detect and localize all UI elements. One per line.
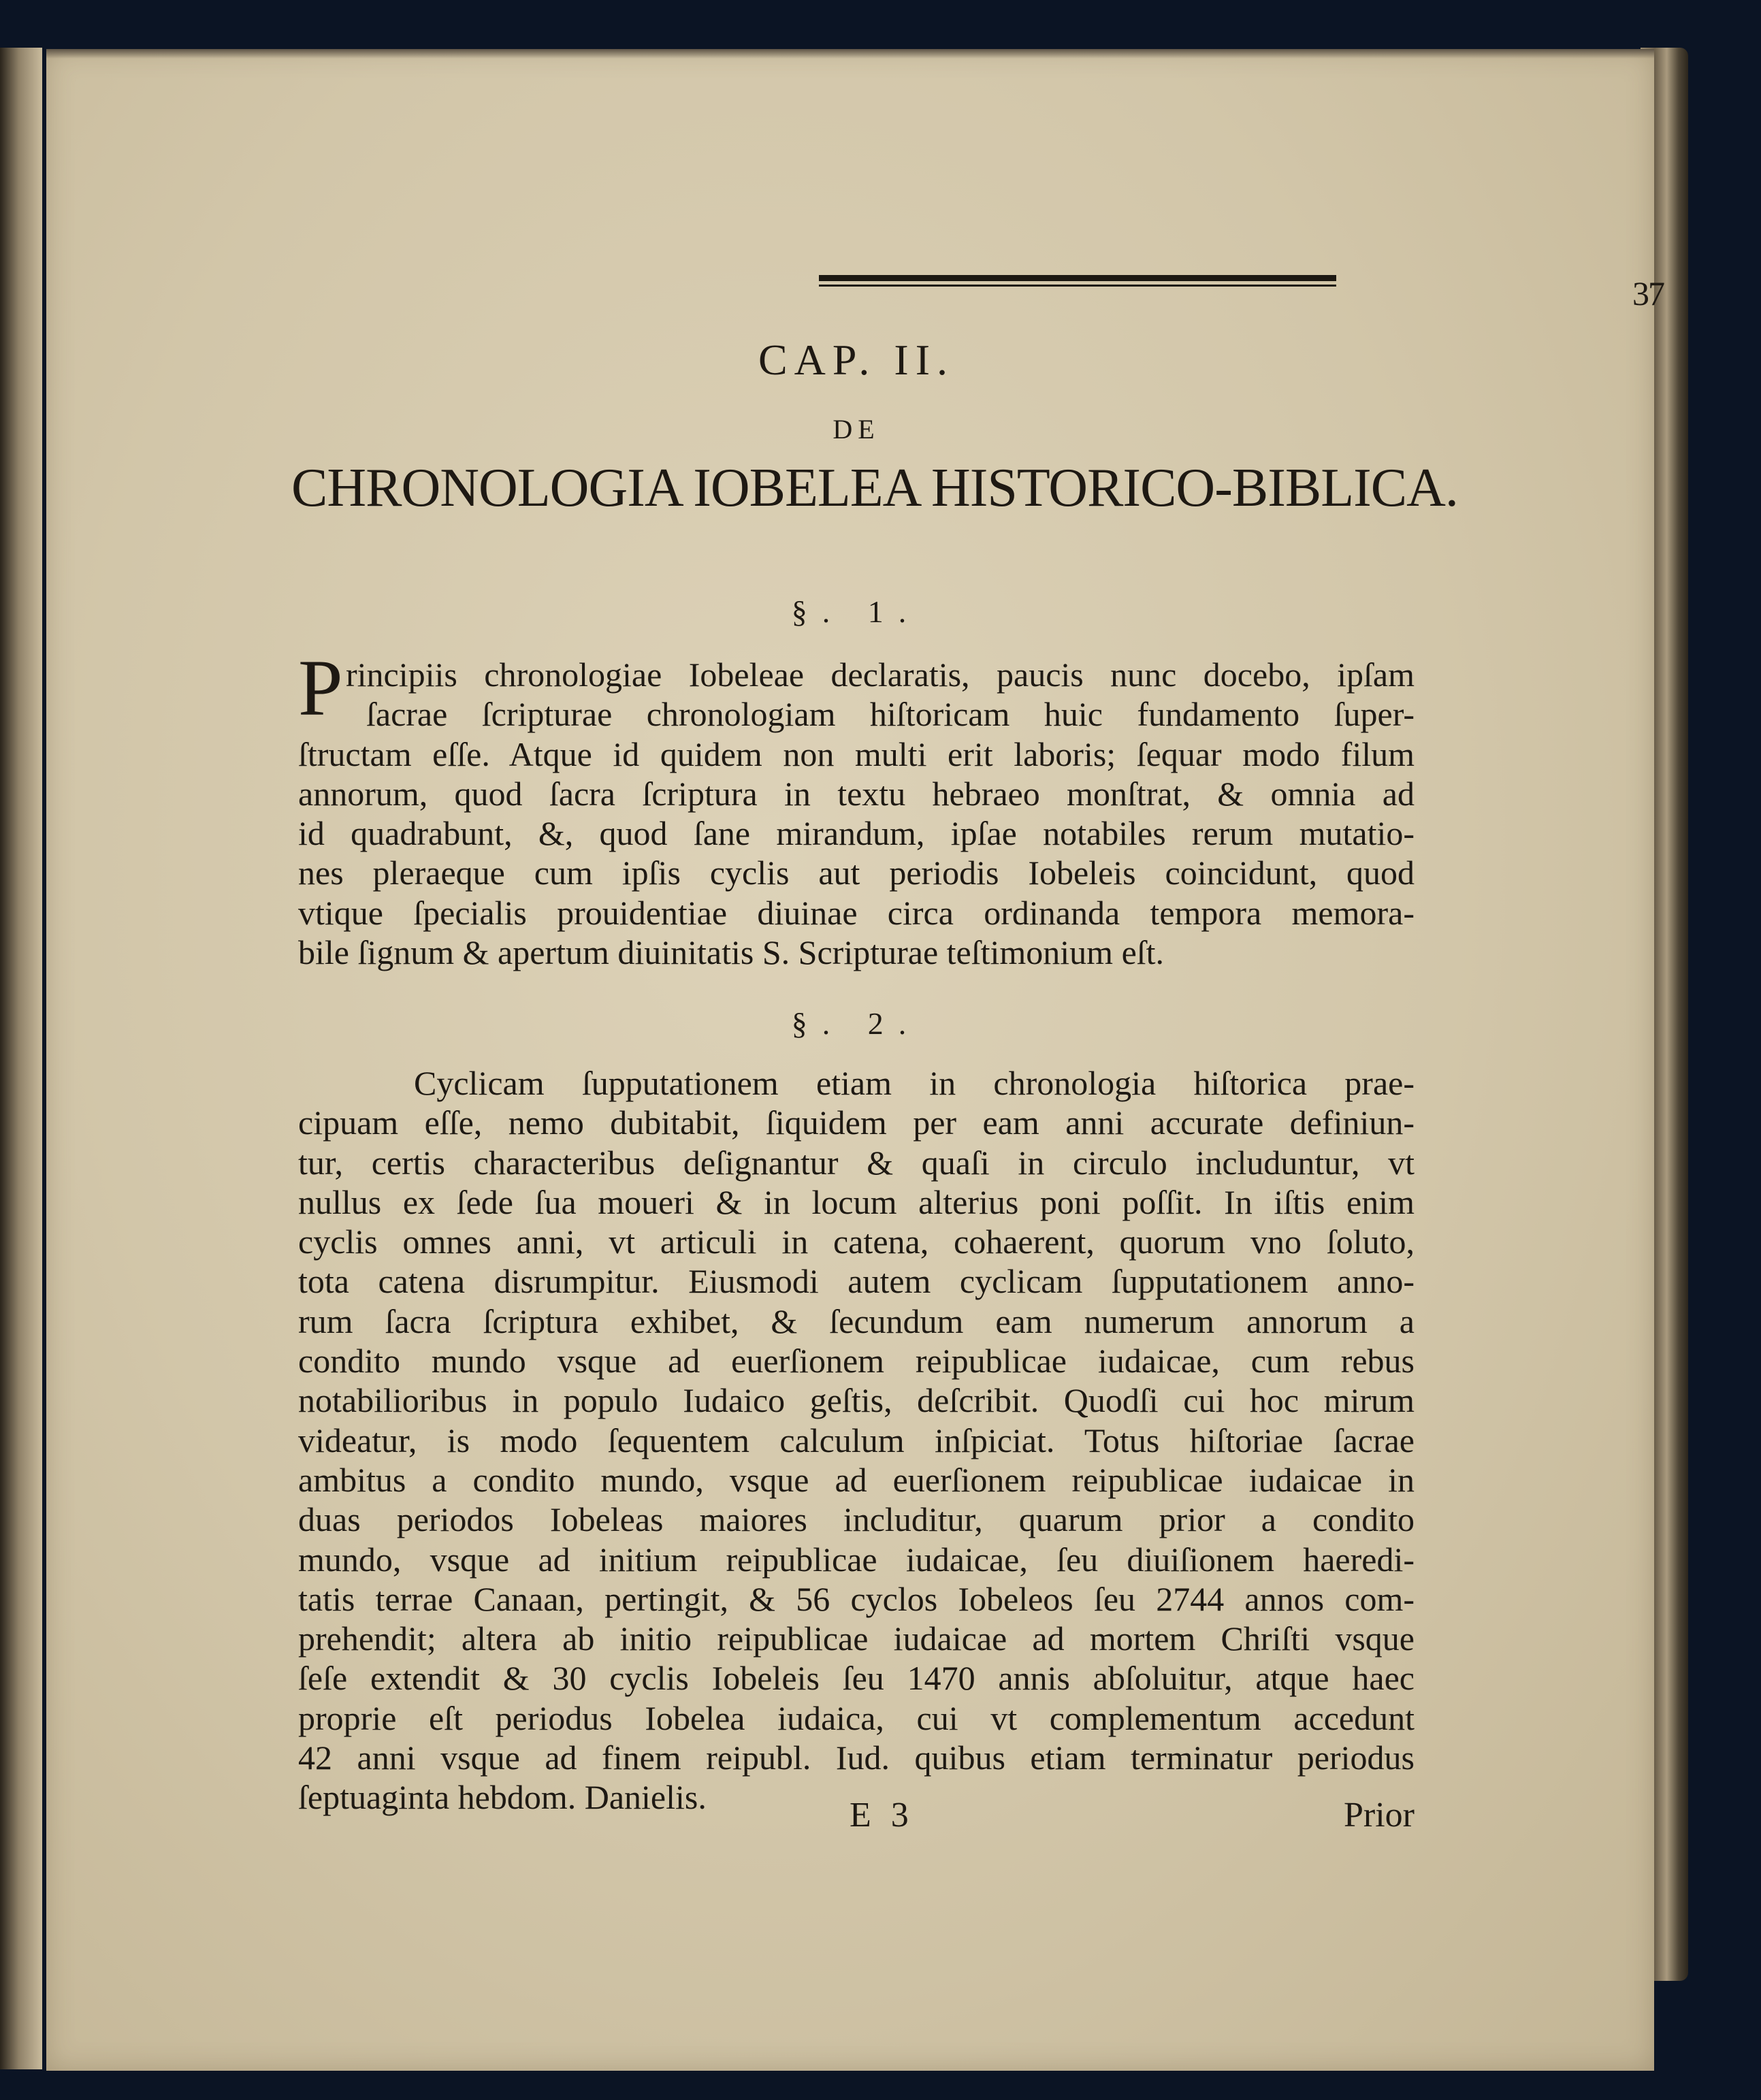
paragraph-line: id quadrabunt, &, quod ſane mirandum, ipſae notabiles rerum mutatio- — [298, 814, 1415, 853]
paragraph-line: rum ſacra ſcriptura exhibet, & ſecundum eam numerum annorum a — [298, 1302, 1415, 1340]
paragraph-2 — [298, 1063, 1415, 1818]
page-number: 37 — [1632, 274, 1664, 312]
paragraph-line: vtique ſpecialis prouidentiae diuinae circa ordinanda tempora memora- — [298, 893, 1415, 932]
paragraph-line: tur, certis characteribus deſignantur & quaſi in circulo includuntur, vt — [298, 1143, 1415, 1182]
paragraph-line: ſacrae ſcripturae chronologiam hiſtoricam huic fundamento ſuper- — [366, 695, 1415, 734]
previous-page-edge — [0, 48, 42, 2069]
paragraph-line: nullus ex ſede ſua moueri & in locum alterius poni poſſit. In iſtis enim — [298, 1182, 1415, 1221]
paragraph-line: 42 anni vsque ad finem reipubl. Iud. quibus etiam terminatur periodus — [298, 1739, 1415, 1777]
paragraph-line: ſeptuaginta hebdom. Danielis. — [298, 1778, 707, 1817]
catchword: Prior — [1344, 1796, 1415, 1835]
paragraph-line: rincipiis chronologiae Iobeleae declaratis, paucis nunc docebo, ipſam — [346, 656, 1415, 694]
drop-cap: P — [298, 643, 343, 732]
paragraph-line: Cyclicam ſupputationem etiam in chronologia hiſtorica prae- — [414, 1064, 1415, 1102]
chapter-title: CHRONOLOGIA IOBELEA HISTORICO-BIBLICA. — [291, 458, 1458, 518]
paragraph-line: ambitus a condito mundo, vsque ad euerſionem reipublicae iudaicae in — [298, 1460, 1415, 1499]
paragraph-line: tota catena disrumpitur. Eiusmodi autem cyclicam ſupputationem anno- — [298, 1262, 1415, 1301]
book-page — [46, 49, 1664, 2071]
signature-mark: E 3 — [850, 1796, 914, 1835]
paragraph-line: cyclis omnes anni, vt articuli in catena, cohaerent, quorum vno ſoluto, — [298, 1223, 1415, 1261]
paragraph-line: notabilioribus in populo Iudaico geſtis, deſcribit. Quodſi cui hoc mirum — [298, 1381, 1415, 1420]
header-rule — [819, 275, 1336, 287]
de-heading: DE — [833, 414, 880, 445]
section-1-mark: §. 1. — [791, 594, 922, 629]
paragraph-1 — [298, 655, 1415, 972]
chapter-heading: CAP. II. — [758, 336, 955, 384]
paragraph-line: cipuam eſſe, nemo dubitabit, ſiquidem per eam anni accurate definiun- — [298, 1103, 1415, 1142]
page-top-shadow — [46, 49, 1654, 59]
paragraph-line: videatur, is modo ſequentem calculum inſpiciat. Totus hiſtoriae ſacrae — [298, 1421, 1415, 1459]
paragraph-line: bile ſignum & apertum diuinitatis S. Scripturae teſtimonium eſt. — [298, 933, 1165, 972]
section-2-mark: §. 2. — [791, 1006, 922, 1041]
paragraph-line: ſtructam eſſe. Atque id quidem non multi erit laboris; ſequar modo filum — [298, 734, 1415, 773]
paragraph-line: tatis terrae Canaan, pertingit, & 56 cyclos Iobeleos ſeu 2744 annos com- — [298, 1579, 1415, 1618]
paragraph-line: condito mundo vsque ad euerſionem reipublicae iudaicae, cum rebus — [298, 1342, 1415, 1380]
header-rule-thin — [819, 285, 1336, 287]
paragraph-line: ſeſe extendit & 30 cyclis Iobeleis ſeu 1470 annis abſoluitur, atque haec — [298, 1659, 1415, 1698]
paragraph-line: duas periodos Iobeleas maiores includitur, quarum prior a condito — [298, 1500, 1415, 1539]
paragraph-line: proprie eſt periodus Iobelea iudaica, cui vt complementum accedunt — [298, 1698, 1415, 1737]
paragraph-line: nes pleraeque cum ipſis cyclis aut periodis Iobeleis coincidunt, quod — [298, 854, 1415, 892]
paragraph-line: mundo, vsque ad initium reipublicae iudaicae, ſeu diuiſionem haeredi- — [298, 1540, 1415, 1579]
paragraph-line: annorum, quod ſacra ſcriptura in textu hebraeo monſtrat, & omnia ad — [298, 774, 1415, 813]
paragraph-line: prehendit; altera ab initio reipublicae iudaicae ad mortem Chriſti vsque — [298, 1619, 1415, 1658]
header-rule-thick — [819, 275, 1336, 281]
